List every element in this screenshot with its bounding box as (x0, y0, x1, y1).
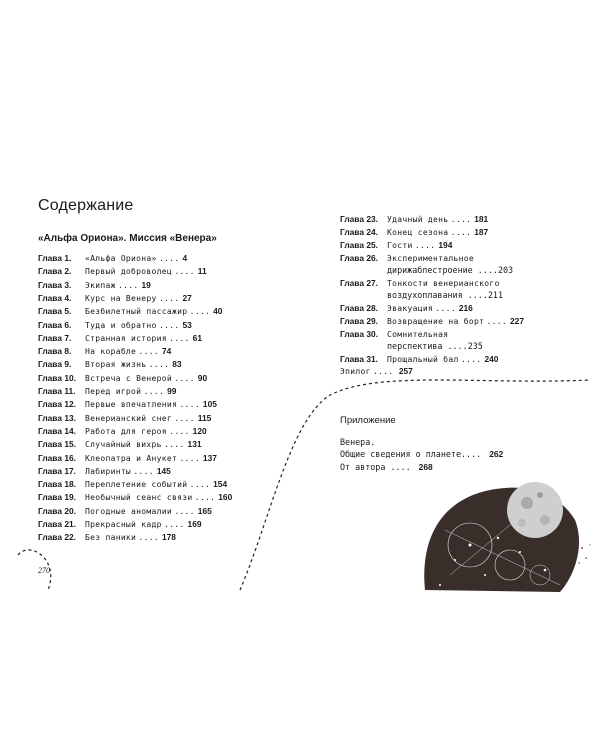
chapter-label: Глава 11. (38, 386, 76, 396)
chapter-title-continued[interactable] (387, 265, 513, 275)
epilogue-dots: .... (373, 367, 394, 376)
chapter-title: Курс на Венеру (85, 293, 157, 303)
chapter-label: Глава 20. (38, 505, 76, 516)
chapter-dots: .... (477, 264, 498, 275)
chapter-page: 137 (202, 452, 217, 463)
chapter-page: 53 (182, 319, 192, 330)
chapter-label: Глава 2. (38, 266, 72, 277)
chapter-dots: .... (158, 254, 180, 263)
chapter-page: 240 (484, 353, 499, 364)
chapter-label: Глава 16. (38, 452, 76, 463)
chapter-label: Глава 26. (340, 252, 378, 263)
chapter-title: Безбилетный пассажир (85, 307, 188, 317)
chapter-title: Без паники (85, 533, 137, 543)
chapter-label: Глава 28. (340, 302, 378, 313)
appendix-author-dots: .... (390, 462, 411, 472)
chapter-title: Возвращение на борт (387, 316, 485, 326)
chapter-dots: .... (169, 333, 190, 343)
chapter-label: Глава 25. (340, 239, 378, 250)
chapter-title: Первый доброволец (85, 267, 172, 277)
chapter-title-continued[interactable] (387, 290, 503, 300)
chapter-label: Глава 24. (340, 226, 378, 237)
chapter-title: Тонкости венерианского (387, 278, 500, 288)
chapter-label: Глава 21. (38, 519, 76, 529)
chapter-title: Переплетение событий (85, 480, 188, 490)
chapter-dots: .... (189, 480, 211, 490)
chapter-page: 187 (474, 226, 489, 237)
chapter-page: 11 (197, 266, 207, 277)
chapter-title: «Альфа Ориона» (85, 254, 157, 263)
chapter-label: Глава 5. (38, 306, 72, 317)
chapter-entry[interactable] (38, 466, 171, 477)
chapter-dots: .... (174, 413, 195, 423)
chapter-page: 227 (510, 315, 524, 326)
chapter-label: Глава 27. (340, 277, 378, 288)
chapter-entry[interactable] (340, 354, 498, 365)
chapter-page: 61 (192, 332, 202, 343)
chapter-page: 4 (182, 253, 188, 263)
chapter-title: Туда и обратно (85, 320, 157, 330)
chapter-title-continued[interactable] (387, 341, 483, 351)
epilogue-entry[interactable] (340, 366, 413, 377)
chapter-dots: .... (118, 280, 139, 290)
chapter-title: Удачный день (387, 215, 449, 224)
chapter-title: Лабиринты (85, 466, 132, 476)
chapter-title-cont: воздухоплавания (387, 290, 463, 300)
chapter-dots: .... (158, 293, 180, 303)
chapter-dots: .... (174, 506, 195, 516)
chapter-page: 194 (438, 239, 453, 250)
chapter-title: Конец сезона (387, 227, 449, 237)
chapter-label: Глава 15. (38, 439, 76, 450)
chapter-label: Глава 6. (38, 319, 72, 330)
chapter-page: 83 (172, 359, 182, 370)
chapter-page: 160 (218, 492, 233, 503)
moon-icon (507, 482, 563, 538)
chapter-title: Экспериментальное (387, 253, 474, 263)
appendix-line-general-info[interactable] (340, 449, 503, 459)
chapter-page: 169 (187, 519, 202, 529)
chapter-label: Глава 23. (340, 214, 378, 224)
chapter-entry[interactable] (340, 278, 500, 289)
chapter-page: 145 (156, 465, 171, 476)
chapter-entry[interactable] (38, 266, 207, 277)
chapter-entry[interactable] (38, 413, 211, 424)
chapter-dots: .... (447, 340, 468, 351)
chapter-label: Глава 10. (38, 372, 76, 383)
chapter-label: Глава 29. (340, 315, 378, 326)
chapter-entry[interactable] (340, 316, 524, 327)
chapter-label: Глава 30. (340, 328, 378, 339)
chapter-label: Глава 19. (38, 492, 76, 503)
chapter-title: Первые впечатления (85, 400, 178, 410)
appendix-general-info-label: Общие сведения о планете (340, 449, 462, 459)
epilogue-page: 257 (398, 366, 413, 376)
chapter-entry[interactable] (340, 303, 473, 314)
chapter-title: Сомнительная (387, 329, 449, 339)
chapter-page: 99 (167, 386, 177, 396)
chapter-dots: .... (148, 360, 170, 370)
chapter-page: 131 (187, 439, 202, 450)
chapter-title: Странная история (85, 333, 167, 343)
appendix-line-author[interactable] (340, 462, 433, 472)
chapter-title: Перед игрой (85, 387, 142, 396)
chapter-page: 90 (197, 372, 208, 383)
chapter-entry[interactable] (38, 492, 232, 503)
chapter-page: 19 (141, 279, 151, 290)
chapter-dots: .... (414, 240, 436, 250)
chapter-title: Необычный сеанс связи (85, 493, 193, 503)
chapter-dots: .... (189, 307, 211, 317)
chapter-label: Глава 17. (38, 465, 76, 476)
chapter-dots: .... (435, 303, 456, 313)
part-title: «Альфа Ориона». Миссия «Венера» (38, 233, 217, 244)
chapter-label: Глава 1. (38, 253, 72, 263)
chapter-dots: .... (460, 354, 482, 364)
chapter-page: 165 (197, 505, 212, 516)
chapter-entry[interactable] (38, 359, 182, 370)
chapter-entry[interactable] (38, 333, 202, 344)
appendix-general-info-dots: .... (461, 449, 482, 459)
chapter-label: Глава 13. (38, 412, 76, 423)
chapter-entry[interactable] (340, 227, 488, 238)
chapter-page: 178 (161, 532, 176, 543)
chapter-entry[interactable] (38, 519, 202, 530)
chapter-page: 115 (197, 412, 212, 423)
chapter-label: Глава 8. (38, 346, 72, 357)
chapter-dots: .... (143, 387, 165, 396)
chapter-dots: .... (194, 493, 216, 503)
chapter-label: Глава 7. (38, 332, 72, 343)
chapter-entry[interactable] (38, 253, 187, 264)
chapter-title-cont: перспектива (387, 340, 443, 351)
chapter-entry[interactable] (38, 373, 207, 384)
chapter-entry[interactable] (38, 426, 207, 437)
chapter-entry[interactable] (340, 253, 474, 264)
toc-heading: Содержание (38, 197, 134, 214)
chapter-title: Венерианский снег (85, 413, 172, 423)
chapter-entry[interactable] (38, 346, 171, 357)
chapter-title: Клеопатра и Анукет (85, 453, 178, 463)
chapter-entry[interactable] (340, 214, 488, 225)
chapter-entry[interactable] (38, 506, 212, 517)
chapter-entry[interactable] (38, 439, 202, 450)
page-number: 270 (38, 566, 50, 575)
chapter-dots: .... (174, 267, 195, 277)
chapter-dots: .... (179, 400, 200, 410)
chapter-page: 120 (192, 425, 207, 436)
chapter-title: Погодные аномалии (85, 506, 172, 516)
chapter-title: Экипаж (85, 280, 116, 290)
chapter-title: Прекрасный кадр (85, 520, 162, 529)
appendix-general-info-page: 262 (489, 449, 504, 459)
appendix-venus-label: Венера. (340, 437, 376, 447)
chapter-page: 203 (497, 264, 514, 275)
chapter-entry[interactable] (38, 320, 192, 331)
chapter-entry[interactable] (340, 329, 448, 340)
chapter-title: Вторая жизнь (85, 360, 147, 370)
chapter-entry[interactable] (38, 532, 176, 543)
chapter-dots: .... (450, 215, 472, 224)
chapter-entry[interactable] (340, 240, 452, 251)
chapter-page: 216 (458, 302, 473, 313)
chapter-entry[interactable] (38, 399, 217, 410)
chapter-title: На корабле (85, 347, 137, 357)
chapter-label: Глава 3. (38, 279, 72, 290)
chapter-title: Эвакуация (387, 303, 434, 313)
chapter-page: 154 (213, 479, 228, 490)
chapter-dots: .... (138, 533, 159, 543)
chapter-entry[interactable] (38, 453, 217, 464)
chapter-dots: .... (179, 453, 200, 463)
chapter-dots: .... (138, 347, 159, 357)
chapter-title: Случайный вихрь (85, 440, 162, 450)
chapter-page: 235 (467, 340, 483, 351)
chapter-page: 27 (182, 292, 192, 303)
chapter-entry[interactable] (38, 280, 151, 291)
chapter-entry[interactable] (38, 386, 176, 397)
chapter-entry[interactable] (38, 293, 192, 304)
chapter-label: Глава 12. (38, 399, 76, 410)
chapter-dots: .... (133, 466, 154, 476)
chapter-label: Глава 9. (38, 359, 72, 370)
chapter-page: 105 (202, 399, 217, 410)
appendix-author-page: 268 (418, 462, 433, 472)
chapter-title: Прощальный бал (387, 354, 459, 364)
chapter-page: 211 (487, 290, 503, 300)
chapter-title: Работа для героя (85, 426, 167, 436)
chapter-entry[interactable] (38, 306, 222, 317)
chapter-title-cont: дирижаблестроение (387, 264, 473, 275)
chapter-dots: .... (169, 426, 190, 436)
chapter-entry[interactable] (38, 479, 227, 490)
chapter-label: Глава 22. (38, 532, 76, 543)
chapter-page: 181 (474, 214, 489, 224)
appendix-title: Приложение (340, 415, 396, 426)
chapter-label: Глава 31. (340, 353, 378, 364)
chapter-dots: .... (450, 227, 472, 237)
appendix-line-venus[interactable] (340, 437, 375, 447)
chapter-page: 40 (213, 306, 223, 317)
chapter-dots: .... (164, 440, 185, 450)
chapter-label: Глава 18. (38, 479, 76, 490)
chapter-dots: .... (467, 290, 488, 300)
chapter-dots: .... (158, 320, 180, 330)
chapter-label: Глава 4. (38, 292, 72, 303)
chapter-page: 74 (161, 346, 172, 357)
epilogue-title: Эпилог (340, 367, 371, 376)
chapter-label: Глава 14. (38, 425, 76, 436)
chapter-title: Встреча с Венерой (85, 373, 172, 383)
appendix-author-label: От автора (340, 462, 386, 472)
chapter-dots: .... (174, 373, 195, 383)
chapter-title: Гости (387, 240, 413, 250)
chapter-dots: .... (164, 520, 185, 529)
chapter-dots: .... (486, 316, 508, 326)
